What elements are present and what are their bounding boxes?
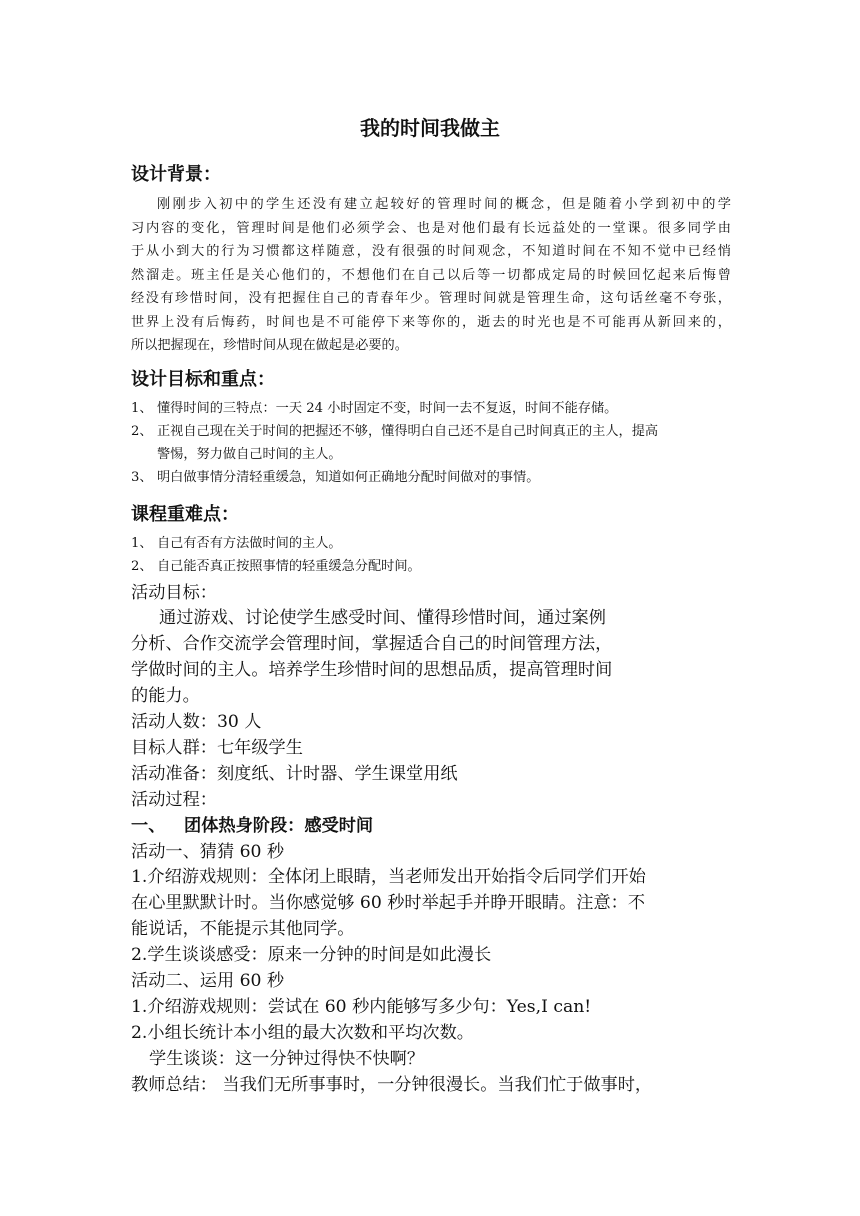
- activity-goal-line: 通过游戏、讨论使学生感受时间、懂得珍惜时间，通过案例: [159, 608, 606, 628]
- list-text: 明白做事情分清轻重缓急，知道如何正确地分配时间做对的事情。: [157, 470, 540, 485]
- activity-process-label: 活动过程：: [131, 790, 217, 810]
- section-heading-goals: 设计目标和重点：: [131, 369, 275, 390]
- activity-goal-label: 活动目标：: [131, 583, 217, 603]
- activity2-line: 学生谈谈：这一分钟过得快不快啊？: [149, 1049, 425, 1069]
- background-paragraph: [131, 193, 731, 358]
- section-heading-background: 设计背景：: [131, 164, 221, 185]
- list-text: 自己有否有方法做时间的主人。: [157, 536, 342, 551]
- paragraph-line: 习内容的变化，管理时间是他们必须学会、也是对他们最有长远益处的一堂课。很多同学由: [131, 220, 731, 236]
- activity1-line: 在心里默默计时。当你感觉够 60 秒时举起手并睁开眼睛。注意：不: [131, 893, 646, 913]
- list-item-continuation: [131, 443, 731, 466]
- paragraph-line: 世界上没有后悔药，时间也是不可能停下来等你的，逝去的时光也是不可能再从新回来的，: [131, 314, 731, 330]
- activity-goal-line: 分析、合作交流学会管理时间，掌握适合自己的时间管理方法，: [131, 634, 613, 654]
- activity1-line: 2.学生谈谈感受：原来一分钟的时间是如此漫长: [131, 945, 492, 965]
- paragraph-line: 经没有珍惜时间，没有把握住自己的青春年少。管理时间就是管理生命，这句话丝毫不夸张，: [131, 291, 731, 306]
- activity-goal-line: 学做时间的主人。培养学生珍惜时间的思想品质，提高管理时间: [131, 660, 613, 680]
- activity1-line: 1.介绍游戏规则：全体闭上眼睛，当老师发出开始指令后同学们开始: [131, 867, 646, 887]
- goals-list: [131, 397, 731, 489]
- list-item: [131, 466, 731, 489]
- list-item: [131, 555, 731, 578]
- list-item: [131, 420, 731, 443]
- activity2-line: 2.小组长统计本小组的最大次数和平均次数。: [131, 1023, 474, 1043]
- teacher-summary-line: 教师总结： 当我们无所事事时，一分钟很漫长。当我们忙于做事时，: [131, 1075, 653, 1095]
- paragraph-line: 然溜走。班主任是关心他们的，不想他们在自己以后等一切都成定局的时候回忆起来后悔曾: [131, 267, 731, 283]
- document-title: 我的时间我做主: [360, 116, 500, 140]
- list-text: 正视自己现在关于时间的把握还不够，懂得明白自己还不是自己时间真正的主人，提高: [157, 424, 659, 439]
- activity-target: 目标人群：七年级学生: [131, 738, 303, 758]
- section-heading-difficulties: 课程重难点：: [131, 504, 239, 525]
- list-number: 1、: [131, 401, 153, 416]
- list-item: [131, 397, 731, 420]
- list-number: 3、: [131, 470, 153, 485]
- activity2-line: 1.介绍游戏规则：尝试在 60 秒内能够写多少句：Yes,I can!: [131, 997, 592, 1017]
- activity-count: 活动人数：30 人: [131, 712, 262, 732]
- difficulties-list: [131, 532, 731, 578]
- list-text: 懂得时间的三特点：一天 24 小时固定不变，时间一去不复返，时间不能存储。: [157, 401, 618, 416]
- list-number: 1、: [131, 536, 153, 551]
- list-number: 2、: [131, 424, 153, 439]
- activity-prep: 活动准备：刻度纸、计时器、学生课堂用纸: [131, 764, 458, 784]
- list-item: [131, 532, 731, 555]
- list-text: 警惕，努力做自己时间的主人。: [157, 447, 342, 462]
- list-text: 自己能否真正按照事情的轻重缓急分配时间。: [157, 559, 421, 574]
- activity2-title: 活动二、运用 60 秒: [131, 971, 285, 991]
- paragraph-line: 所以把握现在，珍惜时间从现在做起是必要的。: [131, 338, 408, 353]
- activity-goal-line: 的能力。: [131, 686, 200, 706]
- activity1-title: 活动一、猜猜 60 秒: [131, 842, 285, 862]
- list-number: 2、: [131, 559, 153, 574]
- activity1-line: 能说话，不能提示其他同学。: [131, 919, 355, 939]
- stage1-number: 一、: [131, 816, 166, 836]
- stage1-title: 团体热身阶段：感受时间: [184, 816, 374, 836]
- paragraph-line: 刚刚步入初中的学生还没有建立起较好的管理时间的概念，但是随着小学到初中的学: [157, 197, 731, 212]
- paragraph-line: 于从小到大的行为习惯都这样随意，没有很强的时间观念，不知道时间在不知不觉中已经悄: [131, 244, 731, 259]
